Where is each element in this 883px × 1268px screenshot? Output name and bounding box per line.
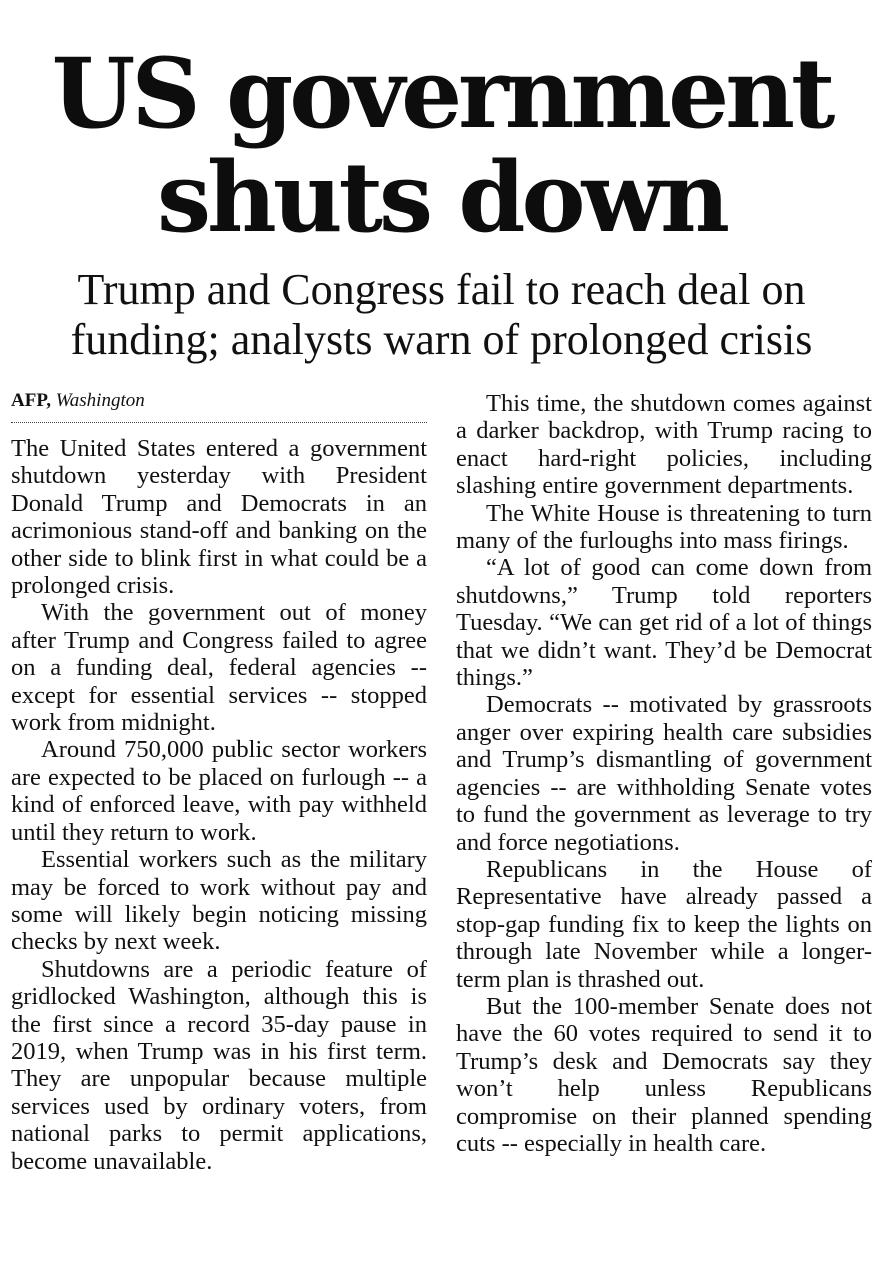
article-column-right	[456, 390, 872, 1157]
article-paragraph: The United States entered a government shutdown yesterday with President Donald Trump and Democrats in an acrimonious stand-off and banking on the other side to blink first in what could be a prolonged crisis.	[11, 435, 427, 600]
article-paragraph: Shutdowns are a periodic feature of gridlocked Washington, although this is the first since a record 35-day pause in 2019, when Trump was in his first term. They are unpopular because multiple services used by ordinary voters, from national parks to permit applications, become unavailable.	[11, 955, 427, 1175]
byline-agency: AFP,	[11, 390, 51, 411]
byline	[11, 388, 427, 423]
article-column-left	[11, 388, 427, 1175]
article-paragraph: This time, the shutdown comes against a darker backdrop, with Trump racing to enact hard-right policies, including slashing entire government departments.	[456, 390, 872, 500]
byline-location: Washington	[55, 390, 145, 411]
article-paragraph: Around 750,000 public sector workers are expected to be placed on furlough -- a kind of enforced leave, with pay withheld until they return to work.	[11, 736, 427, 846]
subheadline	[0, 265, 883, 365]
headline-line-1: US government	[51, 37, 832, 150]
headline-line-2: shuts down	[156, 141, 727, 254]
article-paragraph: “A lot of good can come down from shutdowns,” Trump told reporters Tuesday. “We can get rid of a lot of things that we didn’t want. They’d be Democrat things.”	[456, 554, 872, 692]
article-paragraph: But the 100-member Senate does not have the 60 votes required to send it to Trump’s desk and Democrats say they won’t help unless Republicans compromise on their planned spending cuts -- especially in health care.	[456, 992, 872, 1157]
article-paragraph: The White House is threatening to turn many of the furloughs into mass firings.	[456, 499, 872, 555]
article-paragraph: With the government out of money after Trump and Congress failed to agree on a funding deal, federal agencies -- except for essential services -- stopped work from midnight.	[11, 599, 427, 737]
subheadline-line-2: funding; analysts warn of prolonged crisis	[70, 315, 813, 364]
article-paragraph: Republicans in the House of Representative have already passed a stop-gap funding fix to keep the lights on through late November while a longer-term plan is thrashed out.	[456, 855, 872, 993]
article-paragraph: Democrats -- motivated by grassroots anger over expiring health care subsidies and Trump’s dismantling of government agencies -- are withholding Senate votes to fund the government as leverage to try and force negotiations.	[456, 691, 872, 856]
headline	[0, 37, 883, 254]
article-paragraph: Essential workers such as the military may be forced to work without pay and some will likely begin noticing missing checks by next week.	[11, 846, 427, 956]
subheadline-line-1: Trump and Congress fail to reach deal on	[77, 265, 806, 314]
